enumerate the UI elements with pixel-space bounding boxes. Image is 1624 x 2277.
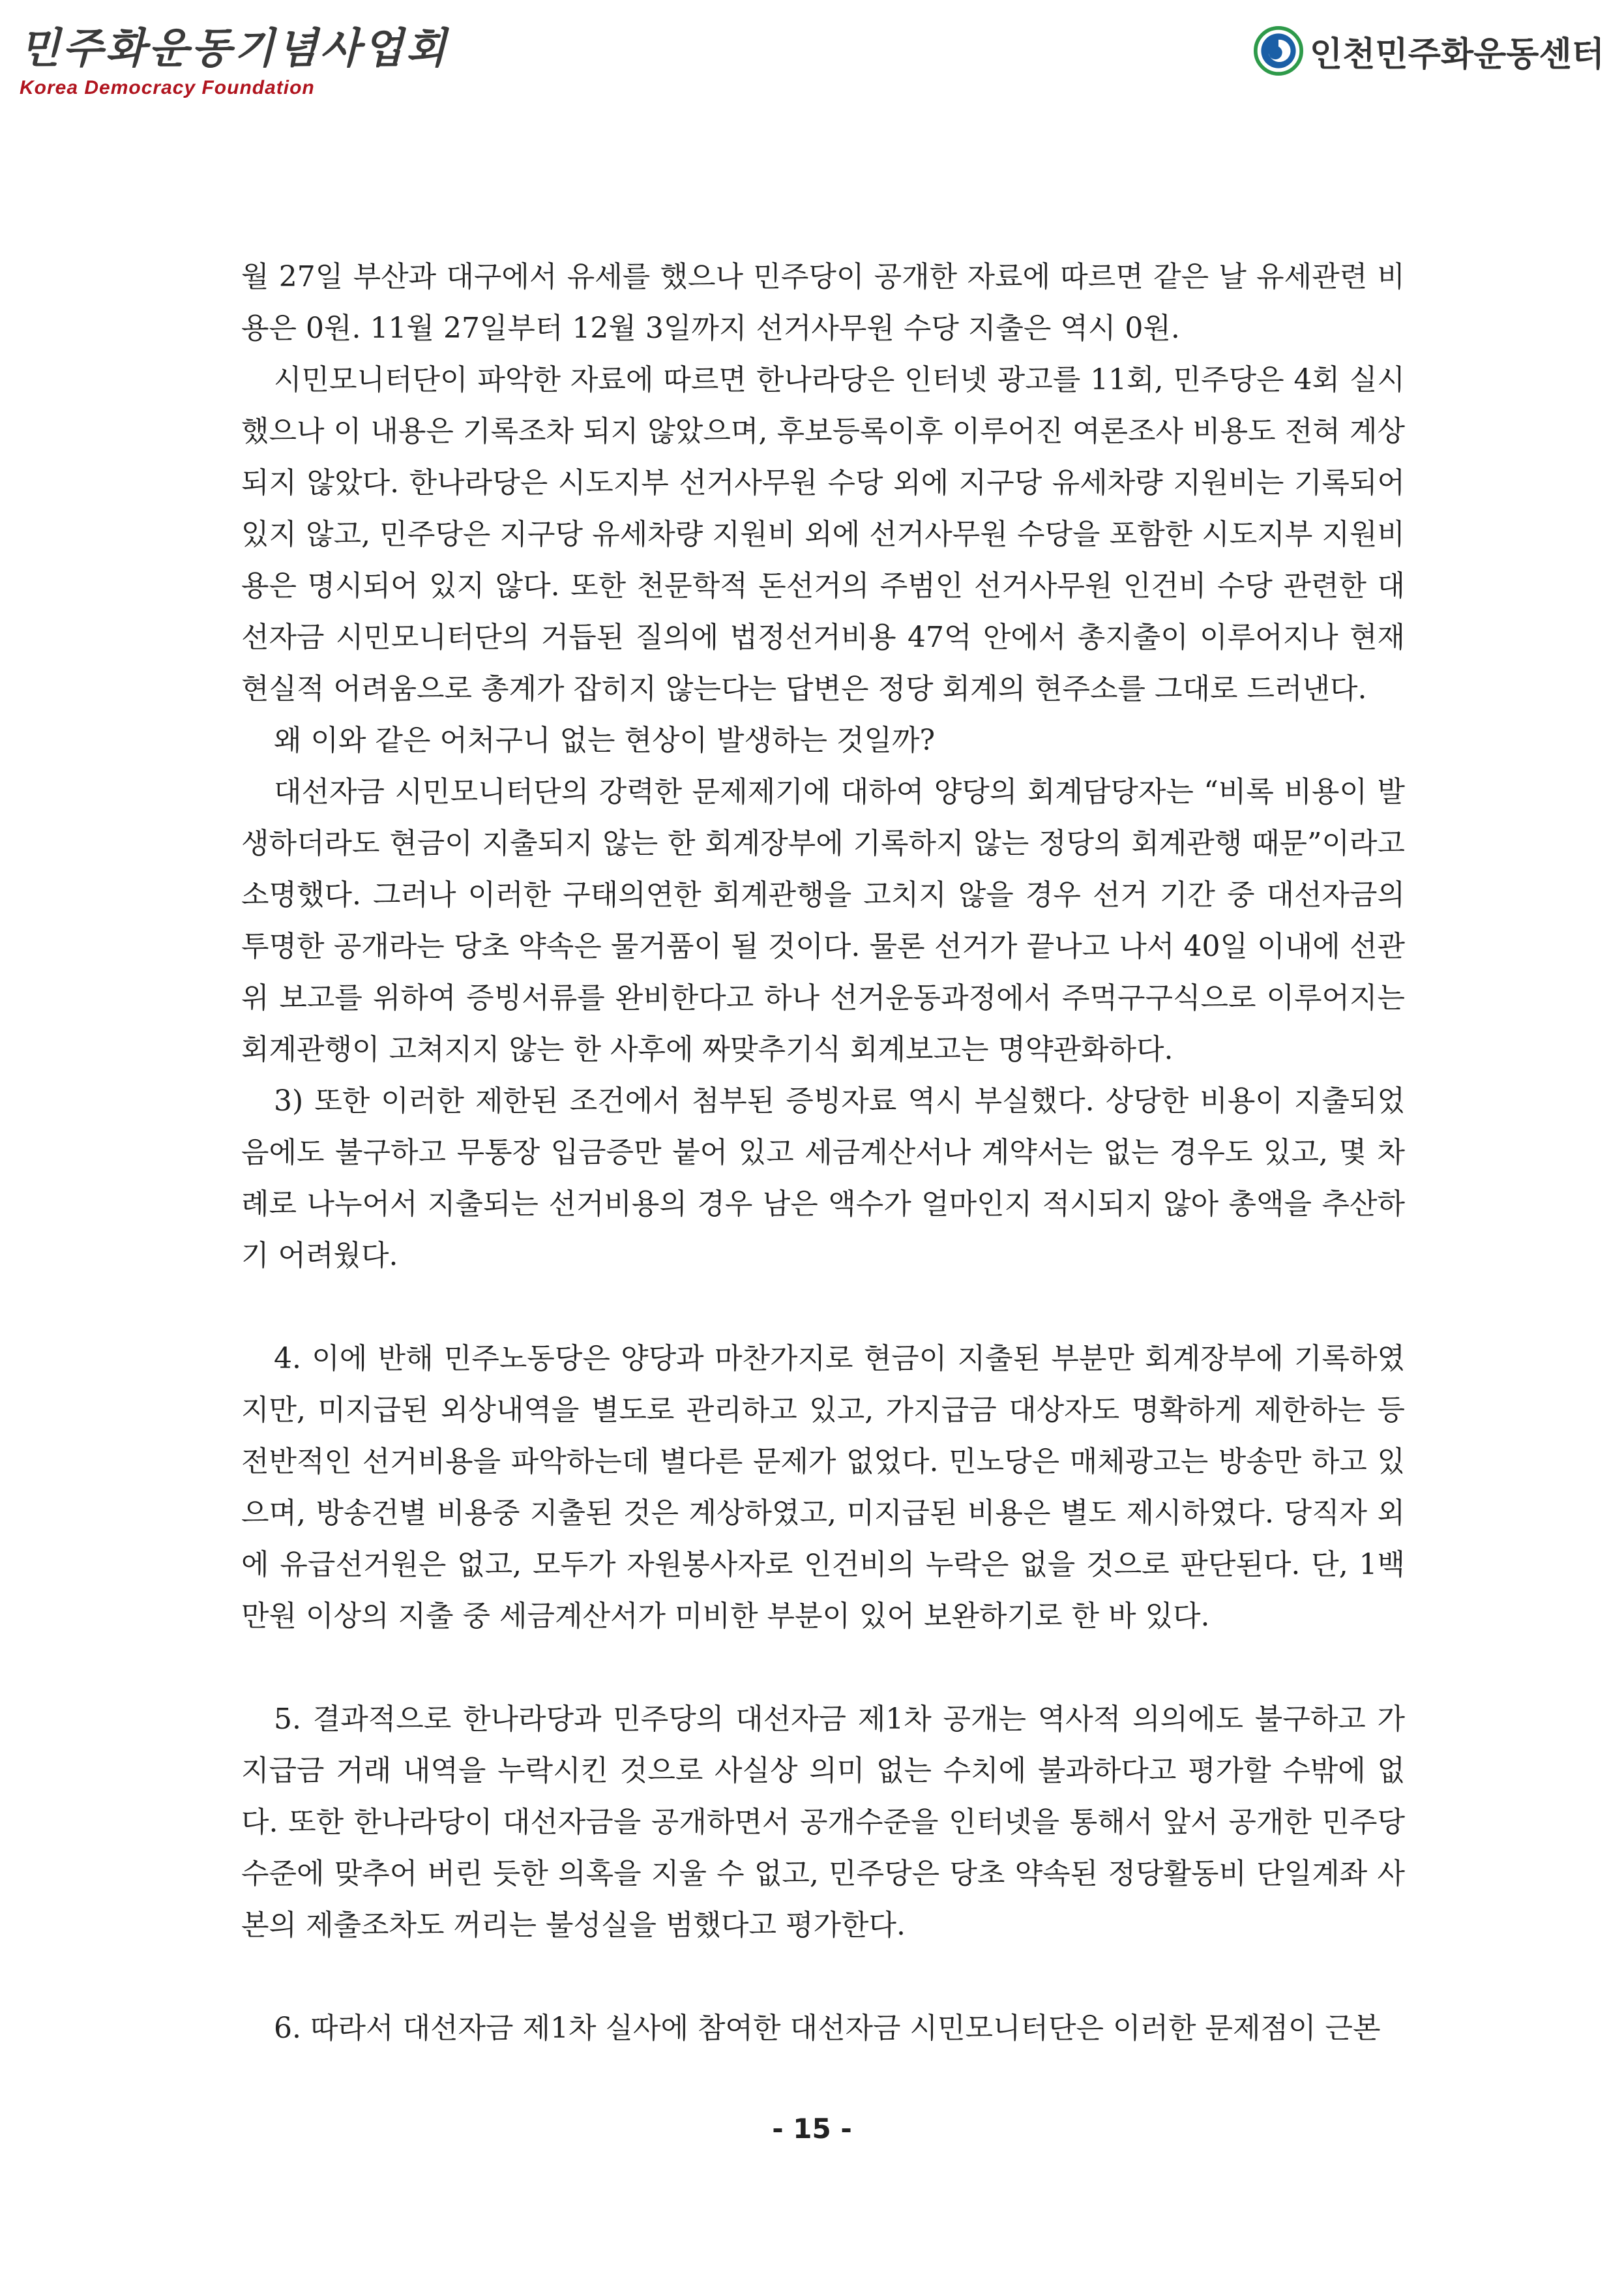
paragraph-4: 대선자금 시민모니터단의 강력한 문제제기에 대하여 양당의 회계담당자는 “비록 비용이 발생하더라도 현금이 지출되지 않는 한 회계장부에 기록하지 않는 정당의 회계관행 때문”이라고 소명했다. 그러나 이러한 구태의연한 회계관행을 고치지 않을 경우 선거 기간 중 대선자금의 투명한 공개라는 당초 약속은 물거품이 될 것이다. 물론 선거가 끝나고 나서 40일 이내에 선관위 보고를 위하여 증빙서류를 완비한다고 하나 선거운동과정에서 주먹구구식으로 이루어지는 회계관행이 고쳐지지 않는 한 사후에 짜맞추기식 회계보고는 명약관화하다. [241, 775, 1406, 1066]
kdf-logo-english: Korea Democracy Foundation [20, 77, 315, 99]
page-number: - 15 - [772, 2113, 852, 2145]
paragraph-8: 6. 따라서 대선자금 제1차 실사에 참여한 대선자금 시민모니터단은 이러한 문제점이 근본 [274, 2012, 1381, 2045]
paragraph-3: 왜 이와 같은 어처구니 없는 현상이 발생하는 것일까? [274, 724, 936, 757]
document-body [241, 251, 1405, 2054]
paragraph-1: 월 27일 부산과 대구에서 유세를 했으나 민주당이 공개한 자료에 따르면 같은 날 유세관련 비용은 0원. 11월 27일부터 12월 3일까지 선거사무원 수당 지출은 역시 0원. [241, 260, 1405, 345]
center-name: 인천민주화운동센터 [1309, 35, 1604, 74]
spiral-emblem-icon [1254, 26, 1303, 76]
kdf-logo [20, 25, 449, 99]
paragraph-5: 3) 또한 이러한 제한된 조건에서 첨부된 증빙자료 역시 부실했다. 상당한 비용이 지출되었음에도 불구하고 무통장 입금증만 붙어 있고 세금계산서나 계약서는 없는 경우도 있고, 몇 차례로 나누어서 지출되는 선거비용의 경우 남은 액수가 얼마인지 적시되지 않아 총액을 추산하기 어려웠다. [241, 1084, 1405, 1272]
kdf-logo-korean: 민주화운동기념사업회 [20, 25, 449, 73]
paragraph-6: 4. 이에 반해 민주노동당은 양당과 마찬가지로 현금이 지출된 부분만 회계장부에 기록하였지만, 미지급된 외상내역을 별도로 관리하고 있고, 가지급금 대상자도 명확하게 제한하는 등 전반적인 선거비용을 파악하는데 별다른 문제가 없었다. 민노당은 매체광고는 방송만 하고 있으며, 방송건별 비용중 지출된 것은 계상하였고, 미지급된 비용은 별도 제시하였다. 당직자 외에 유급선거원은 없고, 모두가 자원봉사자로 인건비의 누락은 없을 것으로 판단된다. 단, 1백만원 이상의 지출 중 세금계산서가 미비한 부분이 있어 보완하기로 한 바 있다. [241, 1342, 1406, 1633]
paragraph-7: 5. 결과적으로 한나라당과 민주당의 대선자금 제1차 공개는 역사적 의의에도 불구하고 가지급금 거래 내역을 누락시킨 것으로 사실상 의미 없는 수치에 불과하다고 평가할 수밖에 없다. 또한 한나라당이 대선자금을 공개하면서 공개수준을 인터넷을 통해서 앞서 공개한 민주당 수준에 맞추어 버린 듯한 의혹을 지울 수 없고, 민주당은 당초 약속된 정당활동비 단일계좌 사본의 제출조차도 꺼리는 불성실을 범했다고 평가한다. [241, 1703, 1405, 1942]
paragraph-2: 시민모니터단이 파악한 자료에 따르면 한나라당은 인터넷 광고를 11회, 민주당은 4회 실시했으나 이 내용은 기록조차 되지 않았으며, 후보등록이후 이루어진 여론조사 비용도 전혀 계상되지 않았다. 한나라당은 시도지부 선거사무원 수당 외에 지구당 유세차량 지원비는 기록되어 있지 않고, 민주당은 지구당 유세차량 지원비 외에 선거사무원 수당을 포함한 시도지부 지원비용은 명시되어 있지 않다. 또한 천문학적 돈선거의 주범인 선거사무원 인건비 수당 관련한 대선자금 시민모니터단의 거듭된 질의에 법정선거비용 47억 안에서 총지출이 이루어지나 현재 현실적 어려움으로 총계가 잡히지 않는다는 답변은 정당 회계의 현주소를 그대로 드러낸다. [241, 363, 1405, 706]
incheon-center-logo [1254, 26, 1604, 76]
